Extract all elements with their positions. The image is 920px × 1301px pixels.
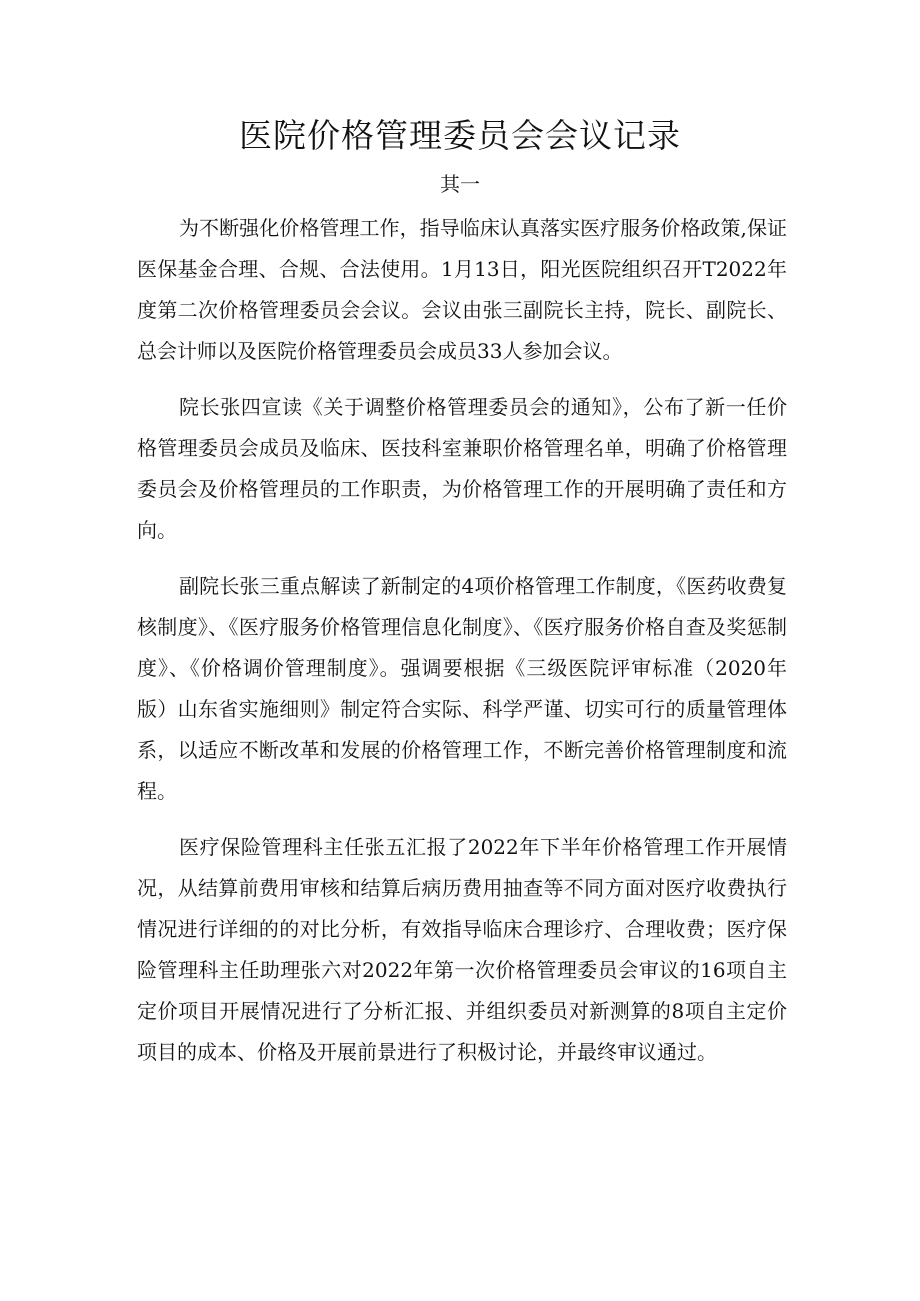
paragraph-4: 医疗保险管理科主任张五汇报了2022年下半年价格管理工作开展情况，从结算前费用审核和结算后病历费用抽查等不同方面对医疗收费执行情况进行详细的的对比分析，有效指导临床合理诊疗、合理收费；医疗保险管理科主任助理张六对2022年第一次价格管理委员会审议的16项自主定价项目开展情况进行了分析汇报、并组织委员对新测算的8项自主定价项目的成本、价格及开展前景进行了积极讨论，并最终审议通过。 <box>137 835 787 1064</box>
document-subtitle: 其一 <box>440 172 480 196</box>
paragraph-2: 院长张四宣读《关于调整价格管理委员会的通知》，公布了新一任价格管理委员会成员及临床、医技科室兼职价格管理名单，明确了价格管理委员会及价格管理员的工作职责，为价格管理工作的开展明确了责任和方向。 <box>137 395 787 542</box>
document-title: 医院价格管理委员会会议记录 <box>239 116 681 155</box>
paragraph-1: 为不断强化价格管理工作，指导临床认真落实医疗服务价格政策,保证医保基金合理、合规、合法使用。1月13日，阳光医院组织召开T2022年度第二次价格管理委员会会议。会议由张三副院长主持，院长、副院长、总会计师以及医院价格管理委员会成员33人参加会议。 <box>137 216 787 363</box>
document-body <box>137 208 787 1088</box>
paragraph-3: 副院长张三重点解读了新制定的4项价格管理工作制度，《医药收费复核制度》、《医疗服务价格管理信息化制度》、《医疗服务价格自查及奖惩制度》、《价格调价管理制度》。强调要根据《三级医院评审标准（2020年版）山东省实施细则》制定符合实际、科学严谨、切实可行的质量管理体系，以适应不断改革和发展的价格管理工作，不断完善价格管理制度和流程。 <box>137 574 787 803</box>
